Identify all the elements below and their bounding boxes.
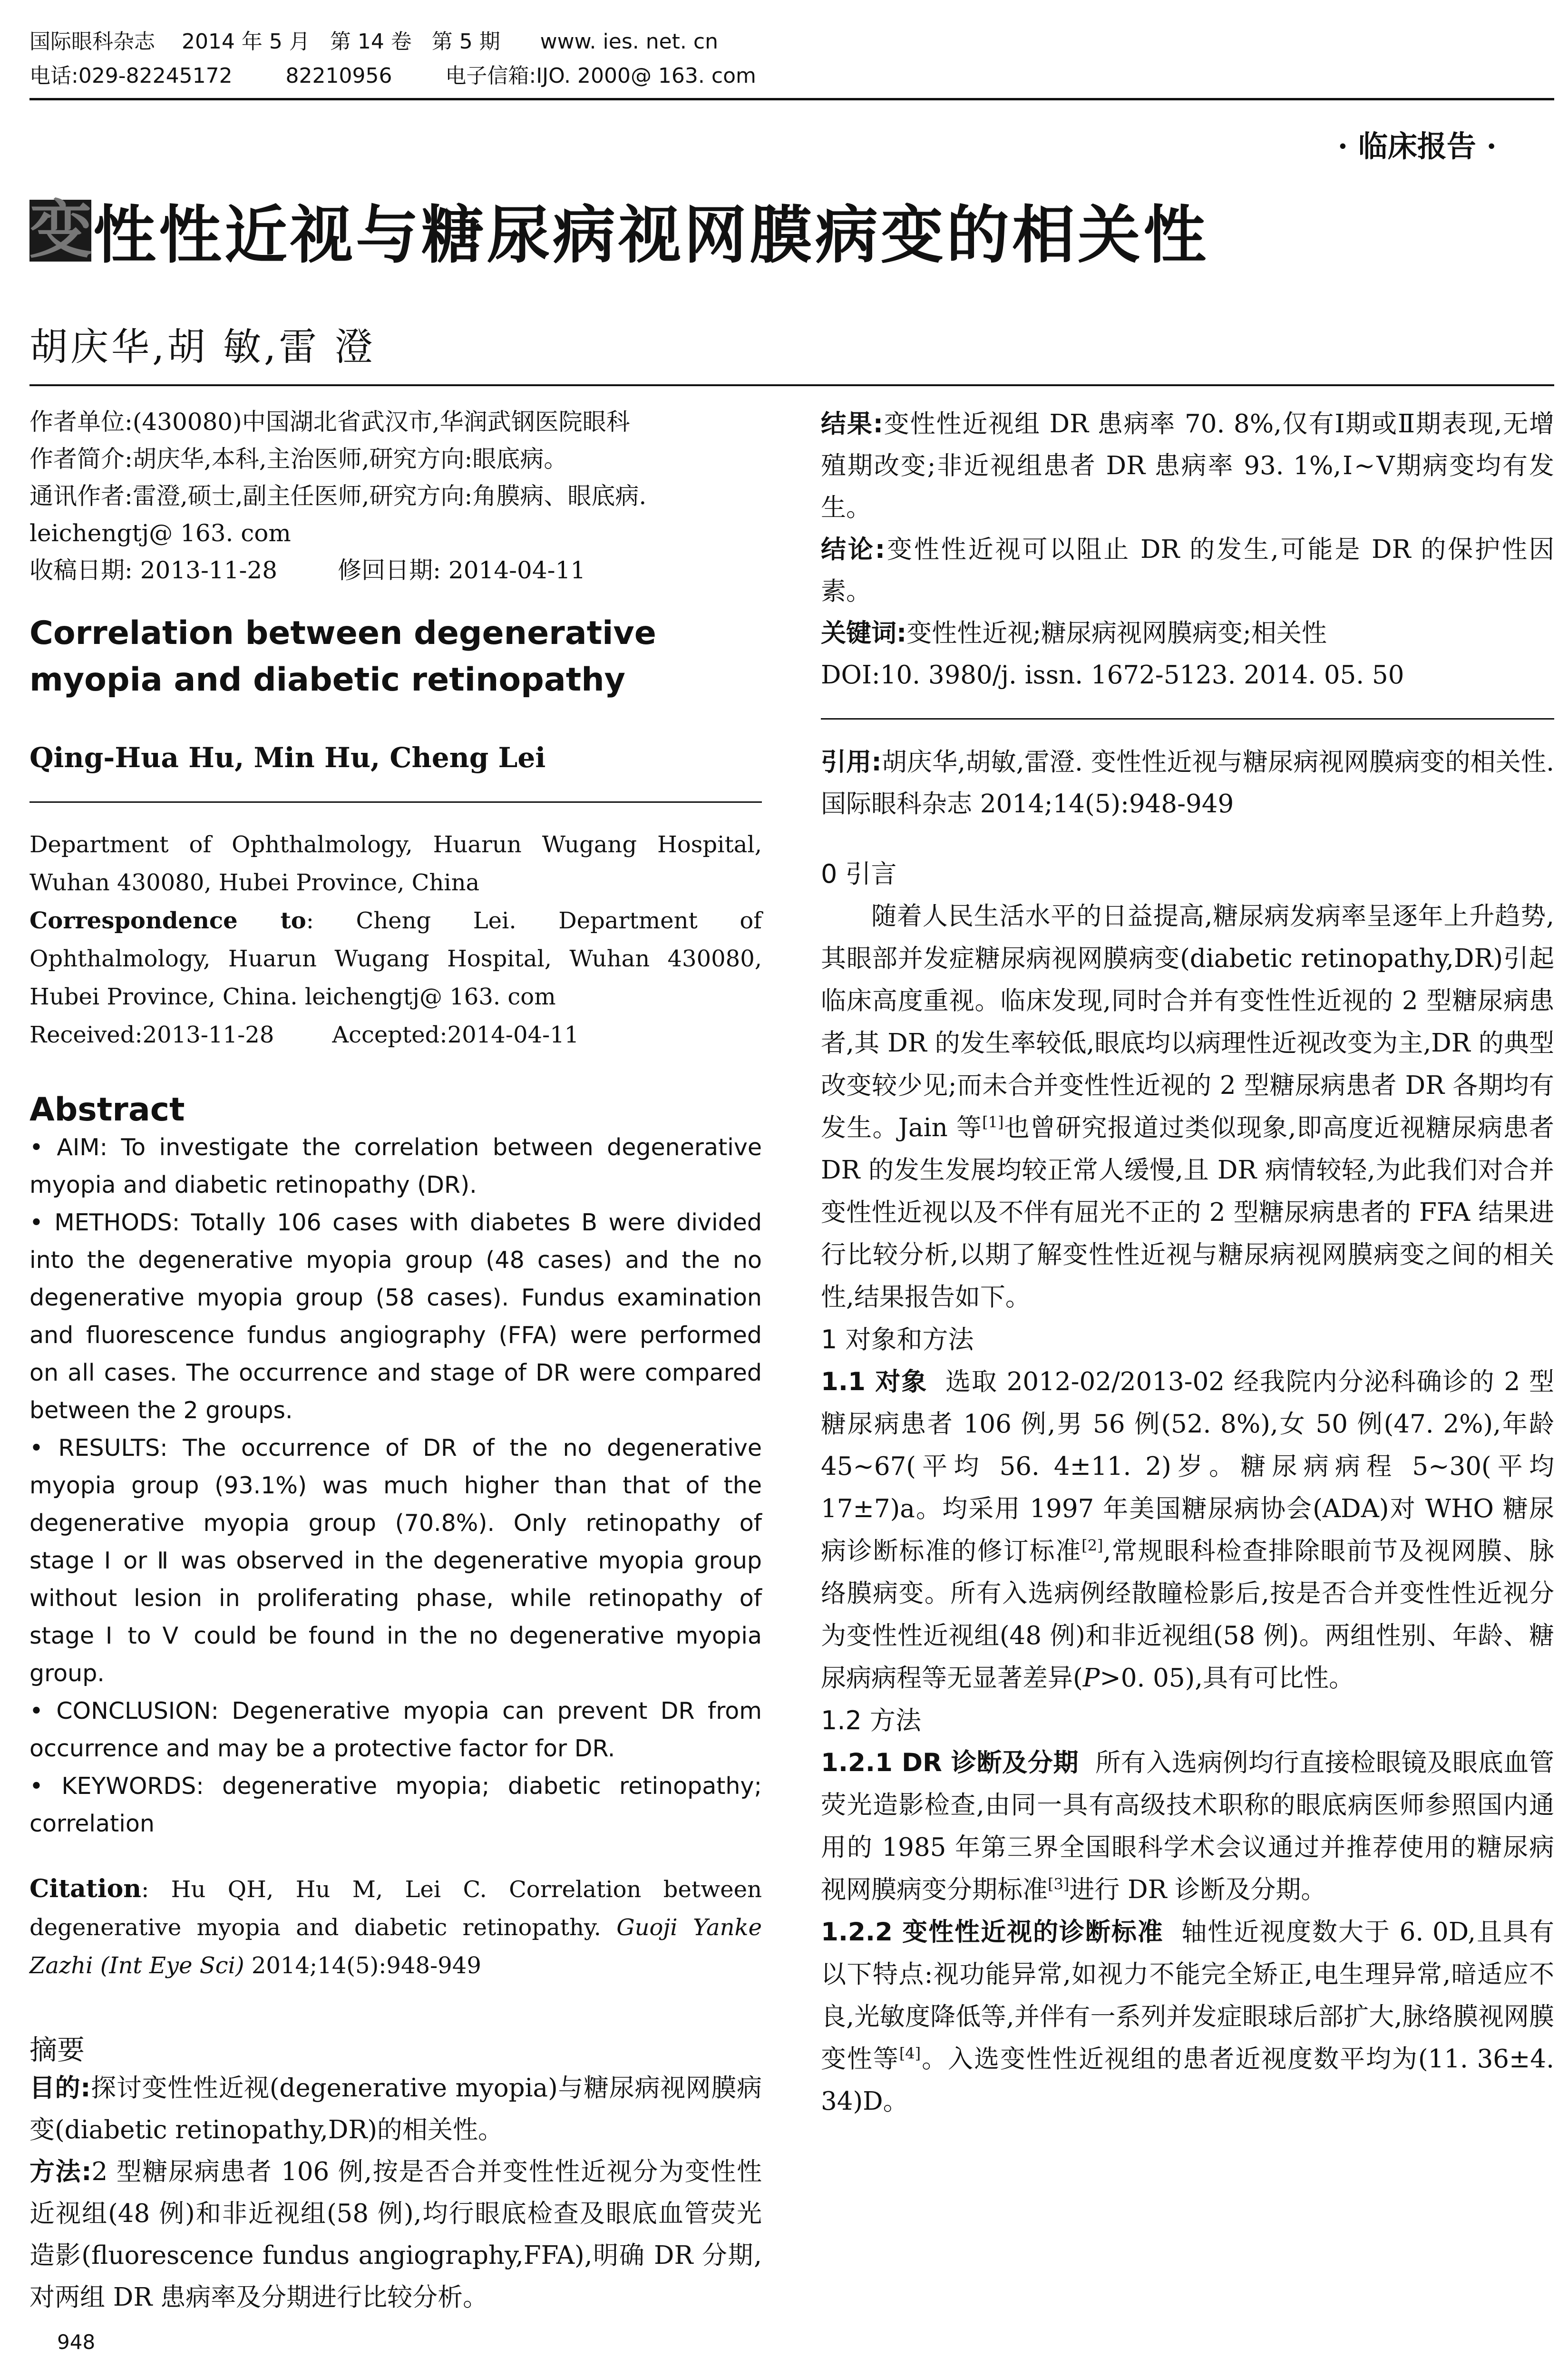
abstract-heading: Abstract	[29, 1091, 185, 1129]
ref-4: [4]	[899, 2044, 921, 2063]
zh-keywords	[821, 613, 1554, 654]
authors-cn: 胡庆华,胡 敏,雷 澄	[29, 325, 376, 369]
ref-3: [3]	[1048, 1875, 1070, 1893]
citation-zh-text: 胡庆华,胡敏,雷澄. 变性性近视与糖尿病视网膜病变的相关性. 国际眼科杂志 2014;14(5):948-949	[821, 748, 1554, 818]
zh-conclusion-text: 变性性近视可以阻止 DR 的发生,可能是 DR 的保护性因素。	[821, 535, 1554, 606]
citation-text: : Hu QH, Hu M, Lei C. Correlation between degenerative myopia and diabetic retinopathy.	[29, 1876, 762, 1941]
abstract-zh-heading: 摘要	[29, 2034, 85, 2066]
abstract-methods: • METHODS: Totally 106 cases with diabetes B were divided into the degenerative myopia group (48 cases) and the no degenerative myopia group (58 cases). Fundus examination and fluorescence fundus angiography (FFA) were performed on all cases. The occurrence and stage of DR were compared between the 2 groups.	[29, 1209, 762, 1424]
section-1-2-2-text-b: 。入选变性性近视组的患者近视度数平均为(11. 36±4. 34)D。	[821, 2045, 1555, 2116]
citation-zh	[821, 741, 1554, 825]
author-unit: 作者单位:(430080)中国湖北省武汉市,华润武钢医院眼科	[29, 408, 630, 436]
department-block	[29, 826, 762, 1054]
received-accepted: Received:2013-11-28 Accepted:2014-04-11	[29, 1022, 579, 1048]
correspondence-label: Correspondence to	[29, 907, 306, 934]
title-rest: 性性近视与糖尿病视网膜病变的相关性	[93, 199, 1209, 272]
received-dates: 收稿日期: 2013-11-28 修回日期: 2014-04-11	[29, 556, 586, 584]
page-number: 948	[57, 2330, 96, 2354]
abstract-rule	[821, 718, 1554, 720]
journal-contact-line: 电话:029-82245172 82210956 电子信箱:IJO. 2000@ 163. com	[29, 64, 756, 88]
abstract-zh-right	[821, 403, 1554, 696]
abstract-aim: • AIM: To investigate the correlation between degenerative myopia and diabetic retinopathy (DR).	[29, 1134, 762, 1198]
section-1-2-heading: 1.2 方法	[821, 1705, 922, 1735]
section-1-2-1-label: 1.2.1 DR 诊断及分期	[821, 1748, 1079, 1777]
correspondence-text: : Cheng Lei. Department of Ophthalmology, Huarun Wugang Hospital, Wuhan 430080, Hubei Province, China. leichengtj@ 163. com	[29, 907, 762, 1010]
section-1-1-label: 1.1 对象	[821, 1367, 928, 1396]
zh-conclusion-label: 结论:	[821, 535, 886, 564]
citation-zh-label: 引用:	[821, 748, 882, 777]
citation-tail: 2014;14(5):948-949	[244, 1952, 481, 1979]
intro-text-b: 也曾研究报道过类似现象,即高度近视糖尿病患者 DR 的发生发展均较正常人缓慢,且 DR 病情较轻,为此我们对合并变性性近视以及不伴有屈光不正的 2 型糖尿病患者的 FFA 结果进行比较分析,以期了解变性性近视与糖尿病视网膜病变之间的相关性,结果报告如下。	[821, 1113, 1554, 1312]
ref-1: [1]	[982, 1113, 1004, 1131]
section-1-1-text-a: 选取 2012-02/2013-02 经我院内分泌科确诊的 2 型糖尿病患者 106 例,男 56 例(52. 8%),女 50 例(47. 2%),年龄 45~67(平均 56. 4±11. 2)岁。糖尿病病程 5~30(平均 17±7)a。均采用 1997 年美国糖尿病协会(ADA)对 WHO 糖尿病诊断标准的修订标准	[821, 1367, 1562, 1566]
author-rule	[29, 801, 762, 803]
zh-result-text: 变性性近视组 DR 患病率 70. 8%,仅有Ⅰ期或Ⅱ期表现,无增殖期改变;非近视组患者 DR 患病率 93. 1%,Ⅰ~Ⅴ期病变均有发生。	[821, 409, 1555, 522]
section-1-2-1-text-b: 进行 DR 诊断及分期。	[1069, 1875, 1326, 1904]
intro-paragraph	[821, 895, 1554, 1318]
p-value-symbol: P	[1082, 1664, 1100, 1693]
corresponding-email: leichengtj@ 163. com	[29, 519, 291, 547]
journal-info-line: 国际眼科杂志 2014 年 5 月 第 14 卷 第 5 期 www. ies. net. cn	[29, 29, 718, 54]
section-1-2-2-text-a: 轴性近视度数大于 6. 0D,且具有以下特点:视功能异常,如视力不能完全矫正,电生理异常,暗适应不良,光敏度降低等,并伴有一系列并发症眼球后部扩大,脉络膜视网膜变性等	[821, 1918, 1554, 2074]
citation-label: Citation	[29, 1874, 142, 1903]
zh-method-text: 2 型糖尿病患者 106 例,按是否合并变性性近视分为变性性近视组(48 例)和非近视组(58 例),均行眼底检查及眼底血管荧光造影(fluorescence fundus angiography,FFA),明确 DR 分期,对两组 DR 患病率及分期进行比较分析。	[29, 2157, 762, 2312]
zh-method-label: 方法:	[29, 2157, 92, 2186]
english-authors: Qing-Hua Hu, Min Hu, Cheng Lei	[29, 741, 546, 774]
title-rule	[29, 384, 1554, 386]
zh-keywords-label: 关键词:	[821, 619, 907, 648]
abstract-results: • RESULTS: The occurrence of DR of the no degenerative myopia group (93.1%) was much higher than that of the degenerative myopia group (70.8%). Only retinopathy of stage Ⅰ or Ⅱ was observed in the degenerative myopia group without lesion in proliferating phase, while retinopathy of stage Ⅰ to Ⅴ could be found in the no degenerative myopia group.	[29, 1434, 762, 1687]
author-meta	[29, 403, 762, 589]
zh-method	[29, 2151, 762, 2319]
journal-header	[29, 25, 756, 93]
ref-2: [2]	[1081, 1536, 1103, 1555]
citation-journal: Guoji Yanke Zazhi (Int Eye Sci)	[29, 1914, 762, 1979]
intro-heading: 0 引言	[821, 859, 897, 889]
section-1-1-text-b: ,常规眼科检查排除眼前节及视网膜、脉络膜病变。所有入选病例经散瞳检影后,按是否合并变性性近视分为变性性近视组(48 例)和非近视组(58 例)。两组性别、年龄、糖尿病病程等无显著差异(	[821, 1537, 1555, 1693]
section-1-2-1	[821, 1742, 1554, 1911]
abstract-keywords: • KEYWORDS: degenerative myopia; diabetic retinopathy; correlation	[29, 1773, 762, 1837]
zh-purpose-text: 探讨变性性近视(degenerative myopia)与糖尿病视网膜病变(diabetic retinopathy,DR)的相关性。	[29, 2074, 762, 2144]
article-title	[29, 194, 1209, 272]
intro-text-a: 随着人民生活水平的日益提高,糖尿病发病率呈逐年上升趋势,其眼部并发症糖尿病视网膜病变(diabetic retinopathy,DR)引起临床高度重视。临床发现,同时合并有变性性近视的 2 型糖尿病患者,其 DR 的发生率较低,眼底均以病理性近视改变为主,DR 的典型改变较少见;而未合并变性性近视的 2 型糖尿病患者 DR 各期均有发生。Jain 等	[821, 902, 1554, 1142]
title-first-char: 变	[29, 194, 95, 267]
abstract-conclusion: • CONCLUSION: Degenerative myopia can prevent DR from occurrence and may be a protective factor for DR.	[29, 1697, 762, 1762]
zh-doi: DOI:10. 3980/j. issn. 1672-5123. 2014. 05. 50	[821, 661, 1404, 690]
zh-conclusion	[821, 529, 1554, 613]
right-column	[821, 403, 1562, 2123]
section-1-2-1-text-a: 所有入选病例均行直接检眼镜及眼底血管荧光造影检查,由同一具有高级技术职称的眼底病医师参照国内通用的 1985 年第三界全国眼科学术会议通过并推荐使用的糖尿病视网膜病变分期标准	[821, 1748, 1554, 1904]
zh-purpose	[29, 2067, 762, 2151]
zh-keywords-text: 变性性近视;糖尿病视网膜病变;相关性	[906, 619, 1327, 648]
english-title: Correlation between degenerative myopia and diabetic retinopathy	[29, 614, 656, 699]
department: Department of Ophthalmology, Huarun Wugang Hospital, Wuhan 430080, Hubei Province, China	[29, 831, 762, 896]
zh-result	[821, 403, 1554, 529]
corresponding-author: 通讯作者:雷澄,硕士,副主任医师,研究方向:角膜病、眼底病.	[29, 482, 647, 510]
section-1-1	[821, 1361, 1562, 1699]
section-1-1-text-c: >0. 05),具有可比性。	[1100, 1664, 1354, 1693]
section-tag: · 临床报告 ·	[1337, 129, 1497, 164]
body-text	[821, 853, 1562, 2123]
abstract-en	[29, 1129, 762, 1842]
section-1-2-2	[821, 1911, 1554, 2123]
header-rule	[29, 98, 1554, 100]
left-column	[29, 403, 762, 2319]
citation-en	[29, 1870, 762, 1985]
zh-purpose-label: 目的:	[29, 2074, 91, 2103]
zh-result-label: 结果:	[821, 409, 883, 438]
abstract-zh-left	[29, 2067, 762, 2319]
methods-heading: 1 对象和方法	[821, 1325, 974, 1354]
correspondence	[29, 902, 762, 1016]
author-bio: 作者简介:胡庆华,本科,主治医师,研究方向:眼底病。	[29, 445, 568, 473]
section-1-2-2-label: 1.2.2 变性性近视的诊断标准	[821, 1918, 1164, 1947]
